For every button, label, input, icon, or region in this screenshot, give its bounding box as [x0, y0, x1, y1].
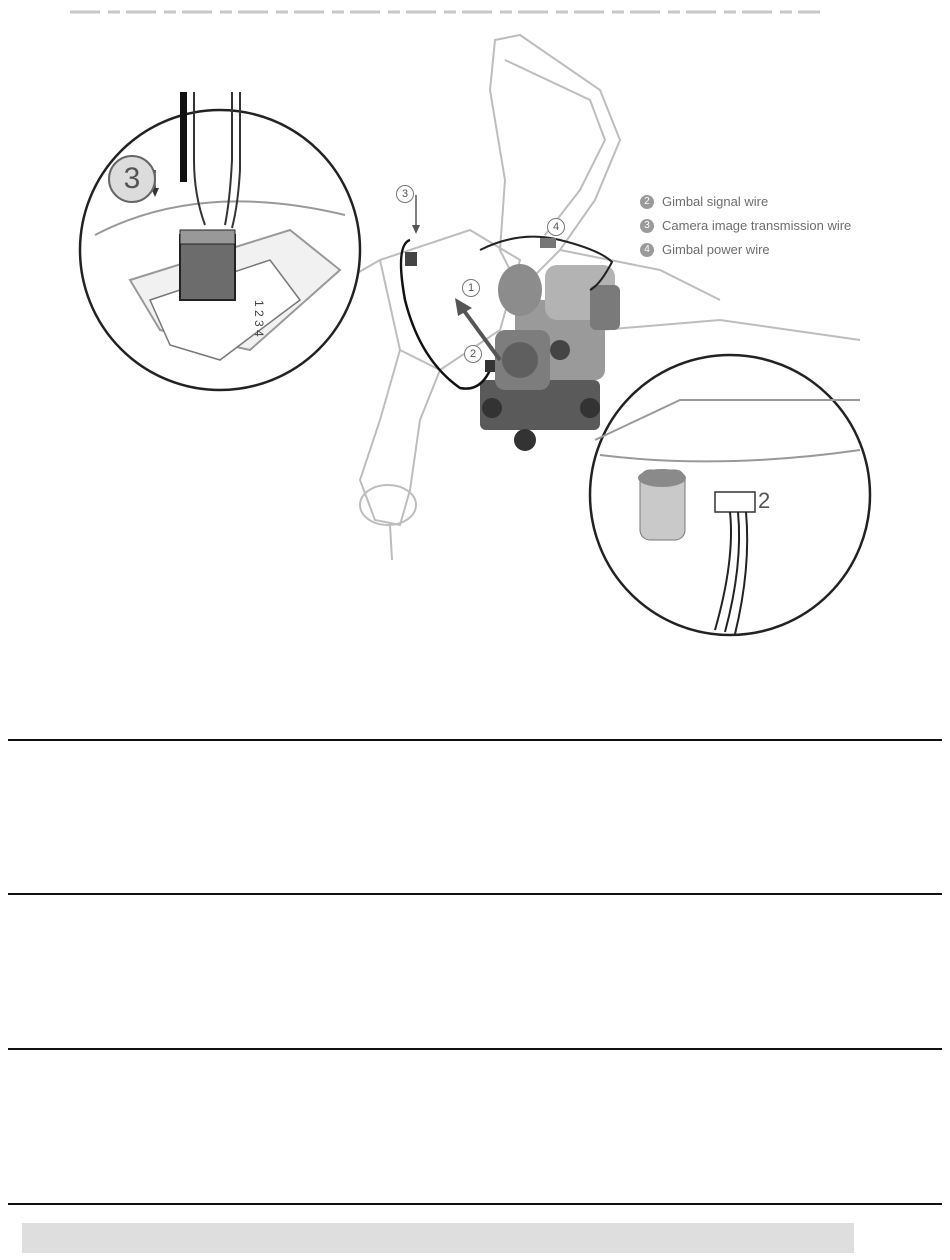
legend-item	[640, 190, 851, 214]
left-inset	[80, 92, 360, 390]
footer-bar	[22, 1223, 854, 1253]
legend-item	[640, 214, 851, 238]
legend-item	[640, 238, 851, 262]
legend-label: Gimbal signal wire	[662, 194, 769, 209]
legend-number: 4	[640, 243, 654, 257]
callout-4: 4	[547, 218, 565, 236]
legend-number: 2	[640, 195, 654, 209]
callout-1: 1	[462, 279, 480, 297]
note-line-3	[8, 1048, 942, 1050]
legend-label: Gimbal power wire	[662, 242, 770, 257]
legend-number: 3	[640, 219, 654, 233]
pin-numbers: 1 2 3 4	[252, 300, 266, 337]
gimbal-camera	[401, 195, 620, 451]
wire-legend	[640, 190, 851, 262]
note-line-4	[8, 1203, 942, 1205]
step-3-badge: 3	[108, 155, 156, 203]
right-inset	[590, 355, 870, 635]
step-2-label: 2	[758, 488, 771, 513]
callout-3: 3	[396, 185, 414, 203]
callout-2: 2	[464, 345, 482, 363]
legend-label: Camera image transmission wire	[662, 218, 852, 233]
note-line-1	[8, 739, 942, 741]
note-line-2	[8, 893, 942, 895]
